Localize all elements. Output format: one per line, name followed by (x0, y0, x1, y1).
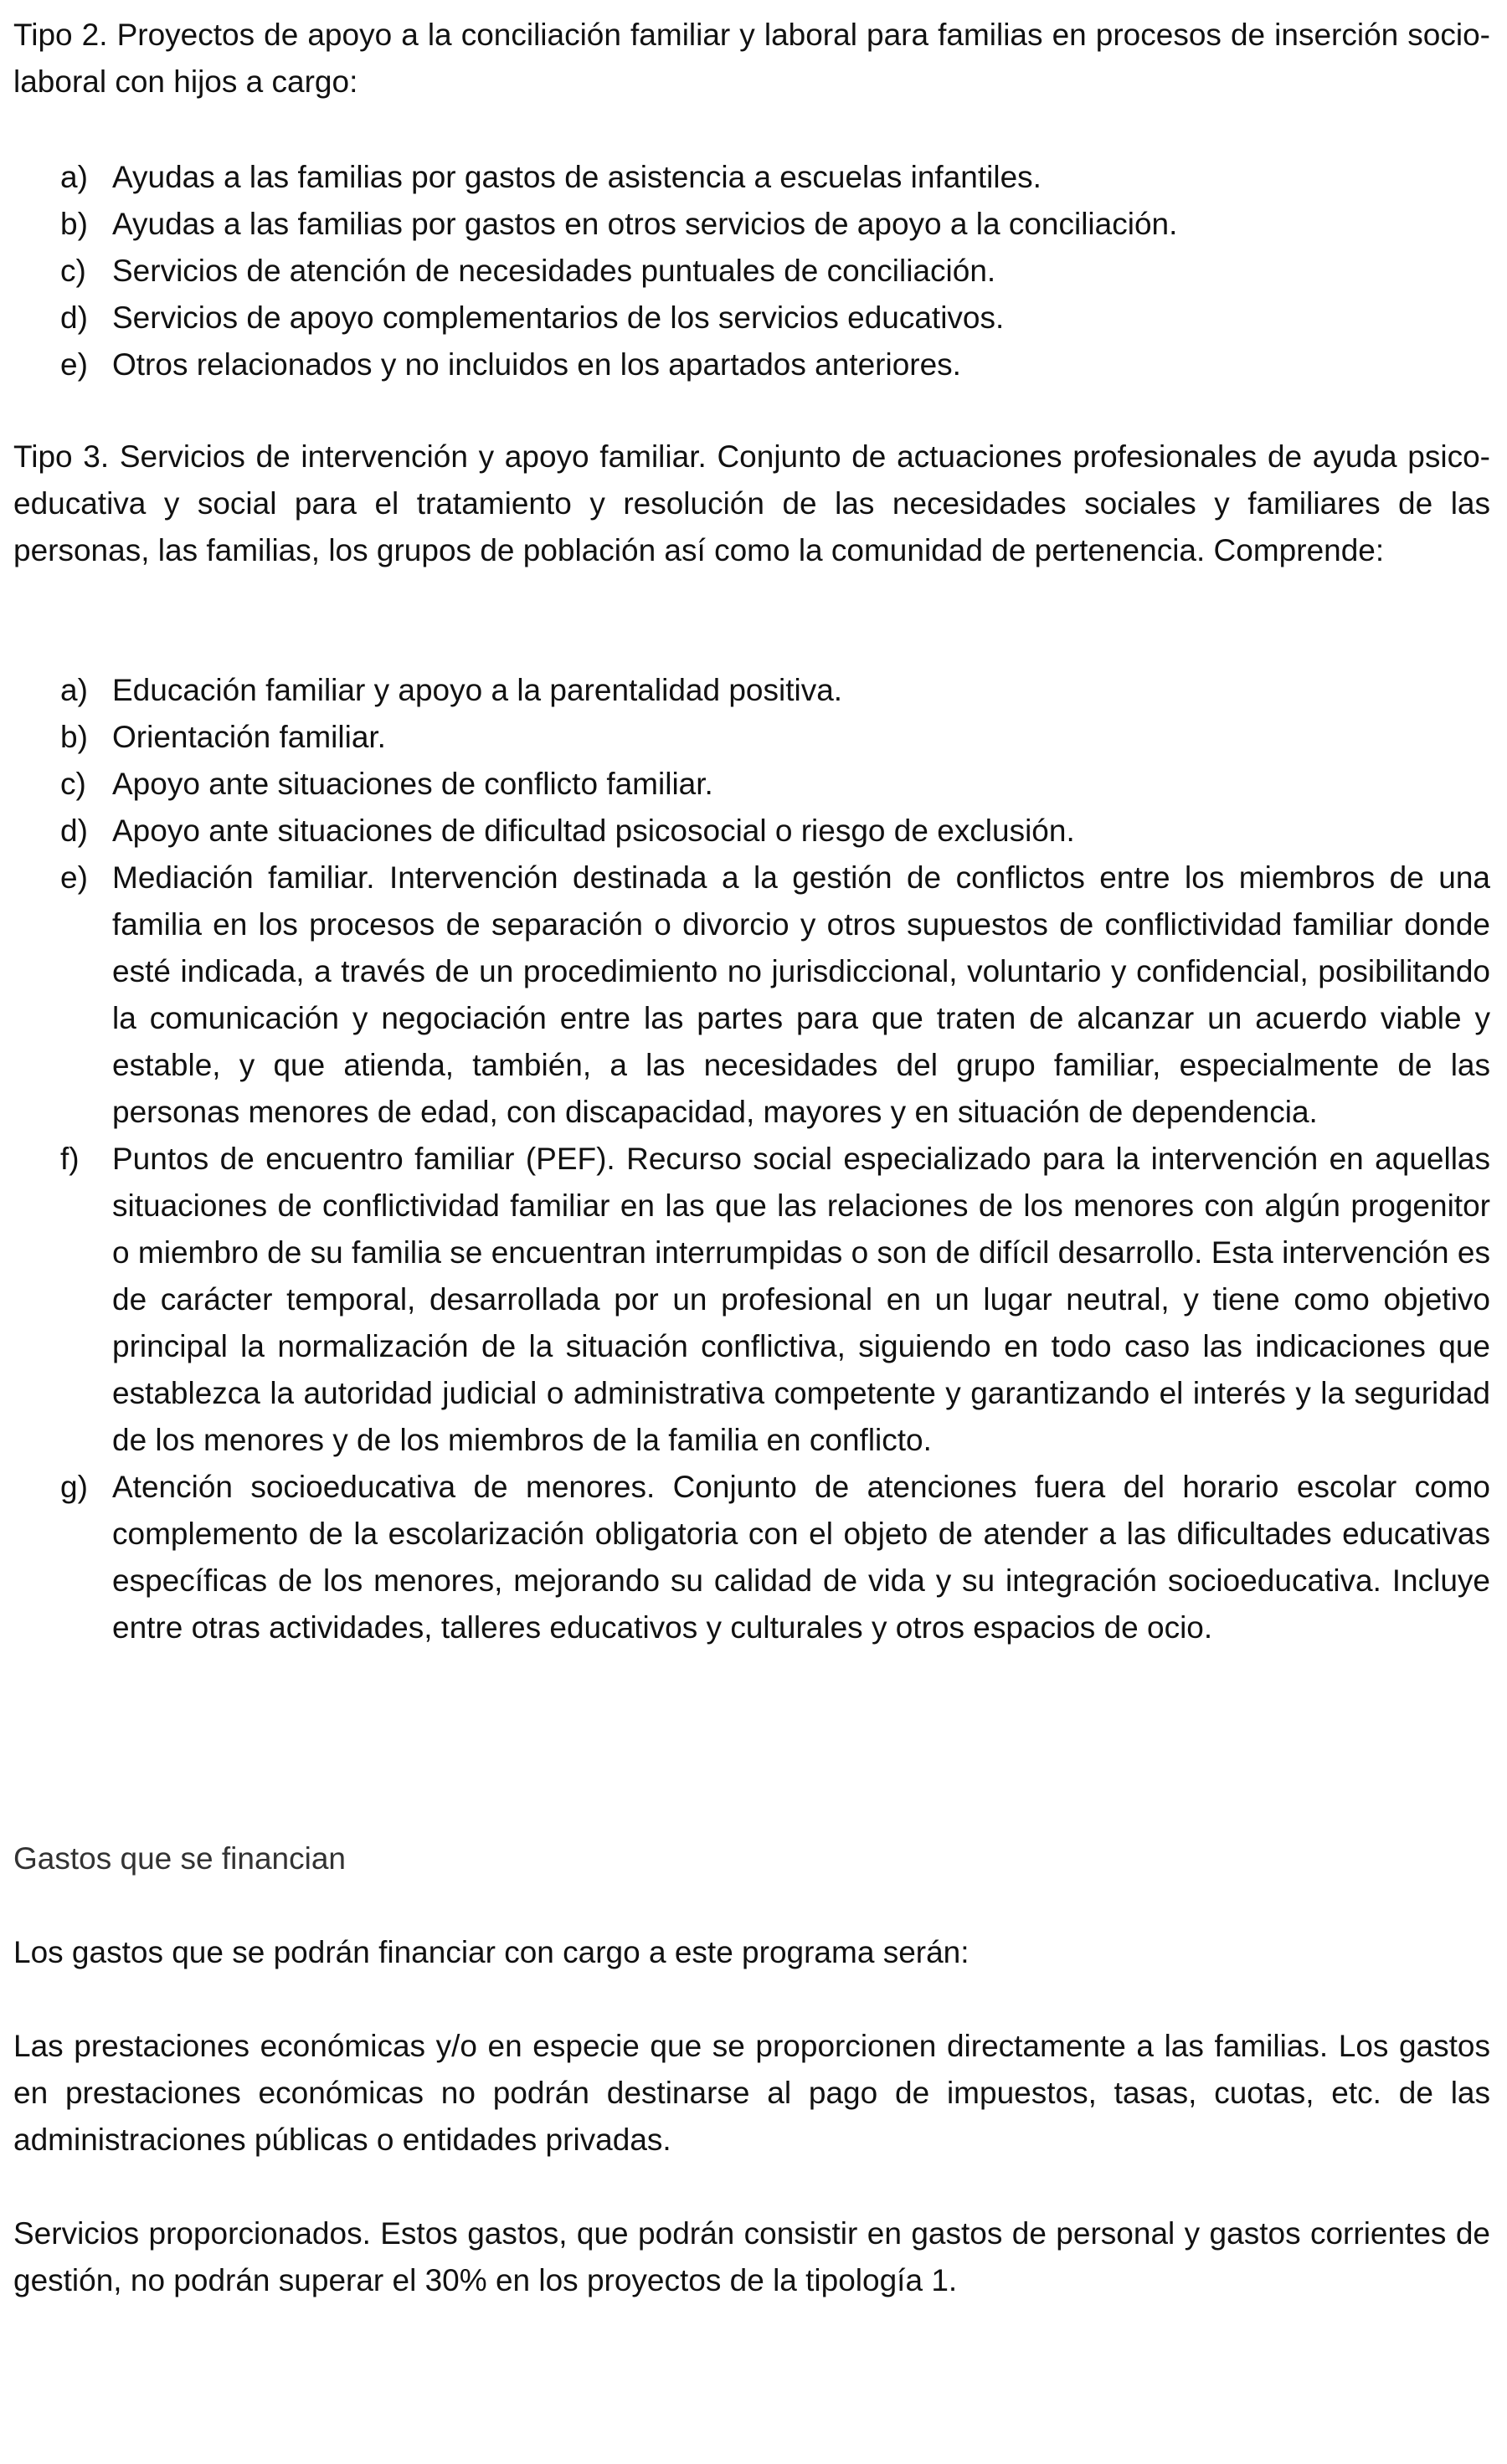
list-item: f) Puntos de encuentro familiar (PEF). Recurso social especializado para la intervención en aquellas situaciones de conflictividad familiar en las que las relaciones de los menores con algún progenitor o miembro de su familia se encuentran interrumpidas o son de difícil desarrollo. Esta intervención es de carácter temporal, desarrollada por un profesional en un lugar neutral, y tiene como objetivo principal la normalización de la situación conflictiva, siguiendo en todo caso las indicaciones que establezca la autoridad judicial o administrativa competente y garantizando el interés y la seguridad de los menores y de los miembros de la familia en conflicto. (60, 1142, 1490, 1457)
list-item: b) Orientación familiar. (60, 720, 386, 754)
list-item: a) Educación familiar y apoyo a la parentalidad positiva. (60, 673, 843, 707)
list-item: g) Atención socioeducativa de menores. Conjunto de atenciones fuera del horario escolar como complemento de la escolarización obligatoria con el objeto de atender a las dificultades educativas específicas de los menores, mejorando su calidad de vida y su integración socioeducativa. Incluye entre otras actividades, talleres educativos y culturales y otros espacios de ocio. (60, 1470, 1490, 1645)
list-item: d) Servicios de apoyo complementarios de los servicios educativos. (60, 300, 1005, 335)
list-item: c) Servicios de atención de necesidades puntuales de conciliación. (60, 254, 996, 288)
list-item: e) Mediación familiar. Intervención destinada a la gestión de conflictos entre los miembros de una familia en los procesos de separación o divorcio y otros supuestos de conflictividad familiar donde esté indicada, a través de un procedimiento no jurisdiccional, voluntario y confidencial, posibilitando la comunicación y negociación entre las partes para que traten de alcanzar un acuerdo viable y estable, y que atienda, también, a las necesidades del grupo familiar, especialmente de las personas menores de edad, con discapacidad, mayores y en situación de dependencia. (60, 860, 1490, 1129)
gastos-paragraph-1: Las prestaciones económicas y/o en especie que se proporcionen directamente a las familias. Los gastos en prestaciones económicas no podrán destinarse al pago de impuestos, tasas, cuotas, etc. de las administraciones públicas o entidades privadas. (13, 2029, 1490, 2157)
gastos-paragraph-2: Servicios proporcionados. Estos gastos, que podrán consistir en gastos de personal y gastos corrientes de gestión, no podrán superar el 30% en los proyectos de la tipología 1. (13, 2216, 1490, 2297)
list-item: c) Apoyo ante situaciones de conflicto familiar. (60, 767, 713, 801)
tipo3-list (60, 667, 1490, 1651)
list-item: d) Apoyo ante situaciones de dificultad psicosocial o riesgo de exclusión. (60, 814, 1075, 848)
list-item: b) Ayudas a las familias por gastos en otros servicios de apoyo a la conciliación. (60, 207, 1178, 241)
tipo2-intro: Tipo 2. Proyectos de apoyo a la conciliación familiar y laboral para familias en procesos de inserción socio-laboral con hijos a cargo: (13, 18, 1490, 99)
gastos-intro: Los gastos que se podrán financiar con cargo a este programa serán: (13, 1935, 970, 1969)
tipo2-list (60, 154, 1490, 388)
list-item: e) Otros relacionados y no incluidos en los apartados anteriores. (60, 347, 961, 382)
section-heading: Gastos que se financian (13, 1841, 346, 1876)
list-item: a) Ayudas a las familias por gastos de asistencia a escuelas infantiles. (60, 160, 1042, 194)
tipo3-intro: Tipo 3. Servicios de intervención y apoyo familiar. Conjunto de actuaciones profesionales de ayuda psico-educativa y social para el tratamiento y resolución de las necesidades sociales y familiares de las personas, las familias, los grupos de población así como la comunidad de pertenencia. Comprende: (13, 439, 1490, 567)
